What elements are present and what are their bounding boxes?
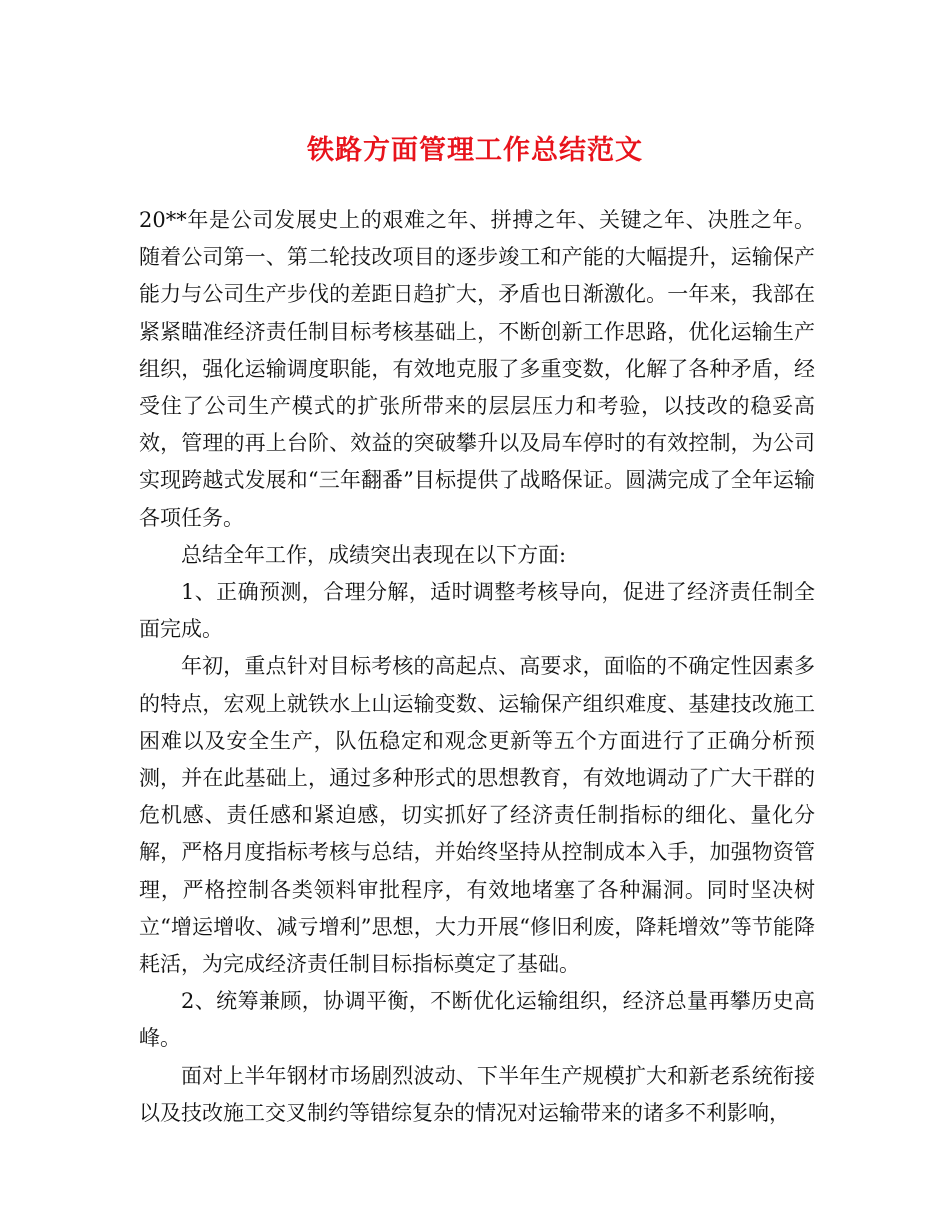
document-title: 铁路方面管理工作总结范文 [307,135,643,166]
document-body [139,202,815,1132]
paragraph-point-2-body: 面对上半年钢材市场剧烈波动、下半年生产规模扩大和新老系统衔接以及技改施工交叉制约等错综复杂的情况对运输带来的诸多不利影响， [139,1063,815,1125]
paragraph-point-2-heading: 2、统筹兼顾，协调平衡，不断优化运输组织，经济总量再攀历史高峰。 [139,989,815,1051]
paragraph-point-1-heading: 1、正确预测，合理分解，适时调整考核导向，促进了经济责任制全面完成。 [139,580,815,642]
paragraph-summary-lead: 总结全年工作，成绩突出表现在以下方面: [181,542,567,567]
paragraph-intro: 20**年是公司发展史上的艰难之年、拼搏之年、关键之年、决胜之年。随着公司第一、第二轮技改项目的逐步竣工和产能的大幅提升，运输保产能力与公司生产步伐的差距日趋扩大，矛盾也日渐激化。一年来，我部在紧紧瞄准经济责任制目标考核基础上，不断创新工作思路，优化运输生产组织，强化运输调度职能，有效地克服了多重变数，化解了各种矛盾，经受住了公司生产模式的扩张所带来的层层压力和考验，以技改的稳妥高效，管理的再上台阶、效益的突破攀升以及局车停时的有效控制，为公司实现跨越式发展和“三年翻番”目标提供了战略保证。圆满完成了全年运输各项任务。 [139,208,815,530]
paragraph-point-1-body: 年初，重点针对目标考核的高起点、高要求，面临的不确定性因素多的特点，宏观上就铁水上山运输变数、运输保产组织难度、基建技改施工困难以及安全生产，队伍稳定和观念更新等五个方面进行了正确分析预测，并在此基础上，通过多种形式的思想教育，有效地调动了广大干群的危机感、责任感和紧迫感，切实抓好了经济责任制指标的细化、量化分解，严格月度指标考核与总结，并始终坚持从控制成本入手，加强物资管理，严格控制各类领料审批程序，有效地堵塞了各种漏洞。同时坚决树立“增运增收、减亏增利”思想，大力开展“修旧利废，降耗增效”等节能降耗活，为完成经济责任制目标指标奠定了基础。 [139,654,815,977]
